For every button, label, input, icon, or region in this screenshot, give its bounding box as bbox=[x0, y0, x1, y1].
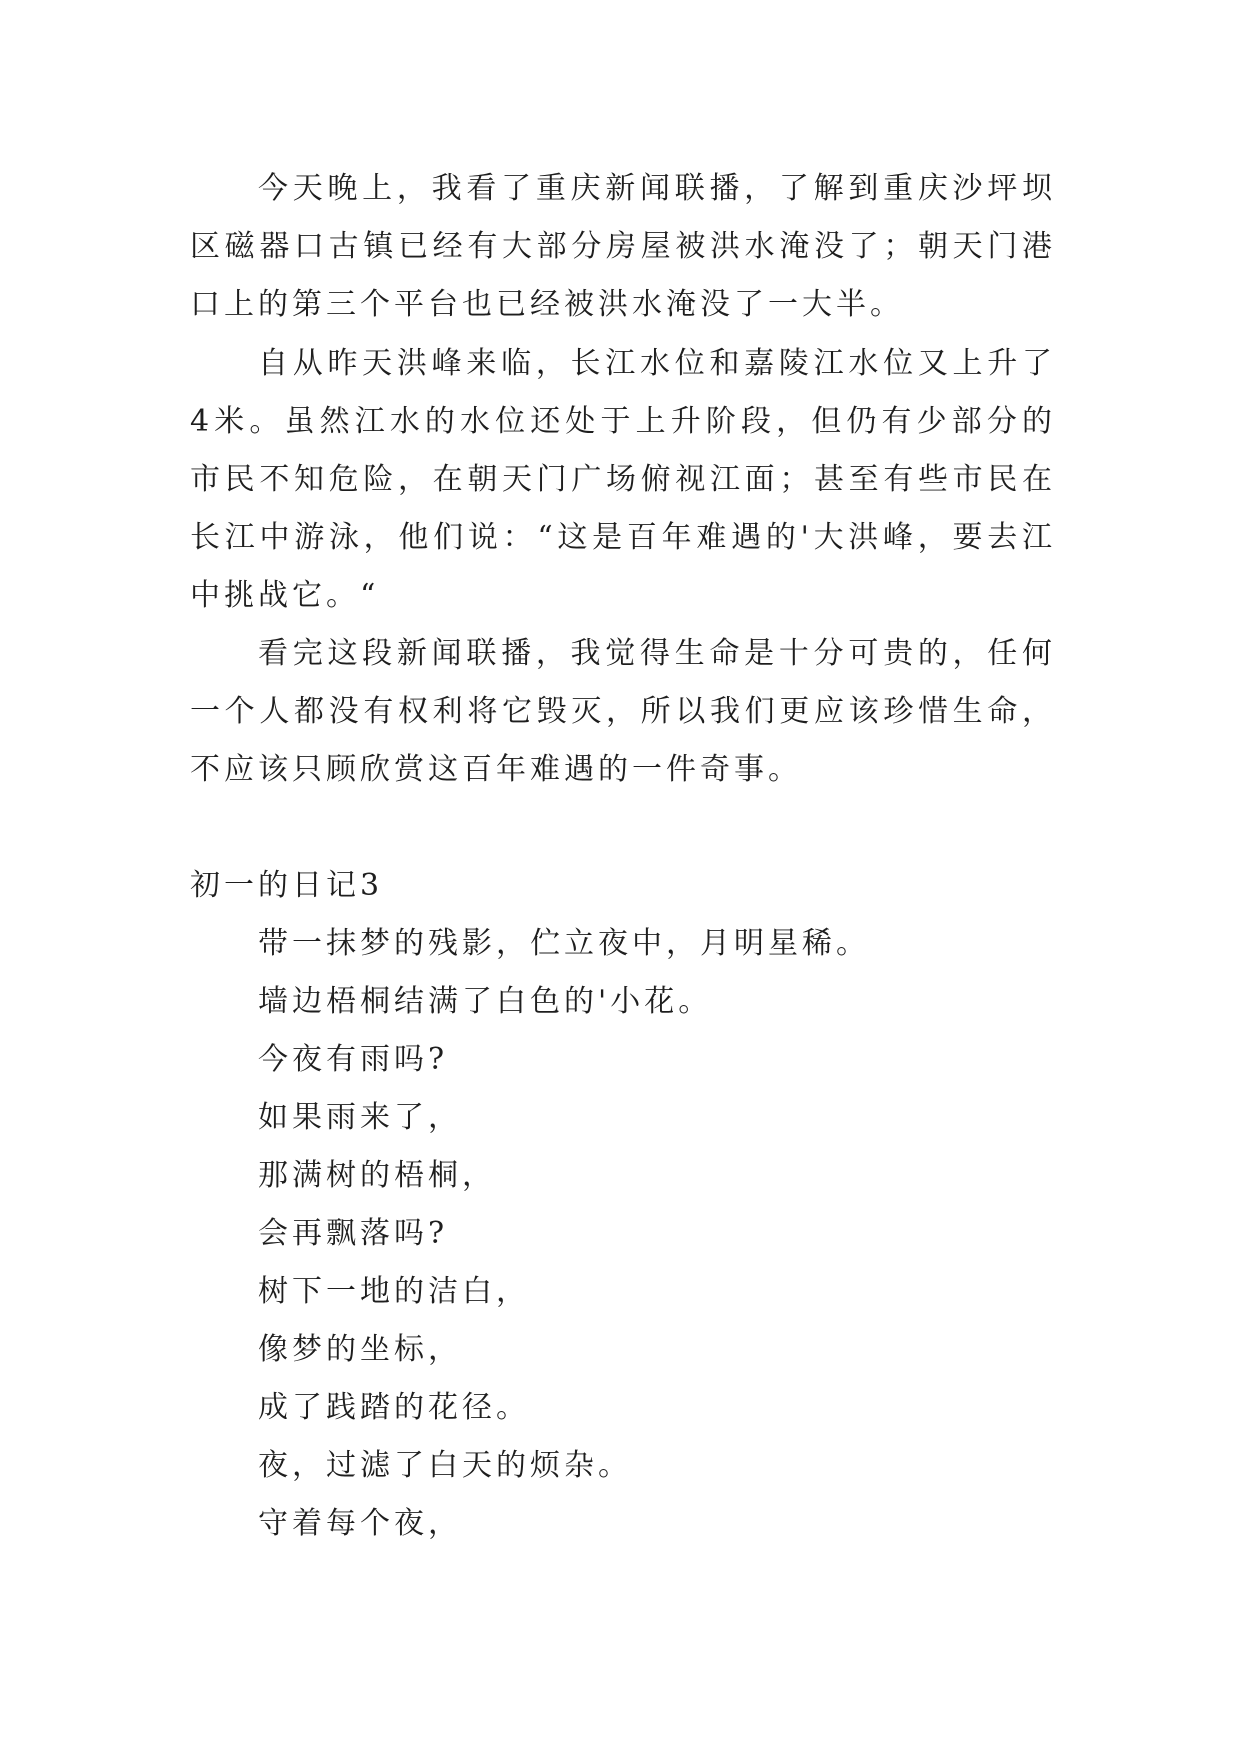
poem-line: 守着每个夜， bbox=[258, 1506, 462, 1541]
diary-heading: 初一的日记3 bbox=[190, 868, 384, 903]
poem-line: 今夜有雨吗? bbox=[258, 1042, 449, 1077]
paragraph-flood-news: 今天晚上，我看了重庆新闻联播，了解到重庆沙坪坝区磁器口古镇已经有大部分房屋被洪水淹没了；朝天门港口上的第三个平台也已经被洪水淹没了一大半。 bbox=[190, 171, 1056, 322]
poem-line: 像梦的坐标， bbox=[258, 1332, 462, 1367]
poem-line: 会再飘落吗? bbox=[258, 1216, 449, 1251]
poem-line: 如果雨来了， bbox=[258, 1100, 462, 1135]
poem-line: 夜，过滤了白天的烦杂。 bbox=[258, 1448, 632, 1483]
poem-line: 那满树的梧桐， bbox=[258, 1158, 496, 1193]
paragraph-reflection: 看完这段新闻联播，我觉得生命是十分可贵的，任何一个人都没有权利将它毁灭，所以我们更应该珍惜生命，不应该只顾欣赏这百年难遇的一件奇事。 bbox=[190, 636, 1056, 787]
poem-line: 带一抹梦的残影，伫立夜中，月明星稀。 bbox=[258, 926, 870, 961]
poem-line: 成了践踏的花径。 bbox=[258, 1390, 530, 1425]
poem-line: 树下一地的洁白， bbox=[258, 1274, 530, 1309]
poem bbox=[258, 915, 870, 1553]
paragraph-water-level: 自从昨天洪峰来临，长江水位和嘉陵江水位又上升了4米。虽然江水的水位还处于上升阶段，但仍有少部分的市民不知危险，在朝天门广场俯视江面；甚至有些市民在长江中游泳，他们说：“这是百年难遇的'大洪峰，要去江中挑战它。“ bbox=[190, 346, 1056, 613]
poem-line: 墙边梧桐结满了白色的'小花。 bbox=[258, 984, 713, 1019]
